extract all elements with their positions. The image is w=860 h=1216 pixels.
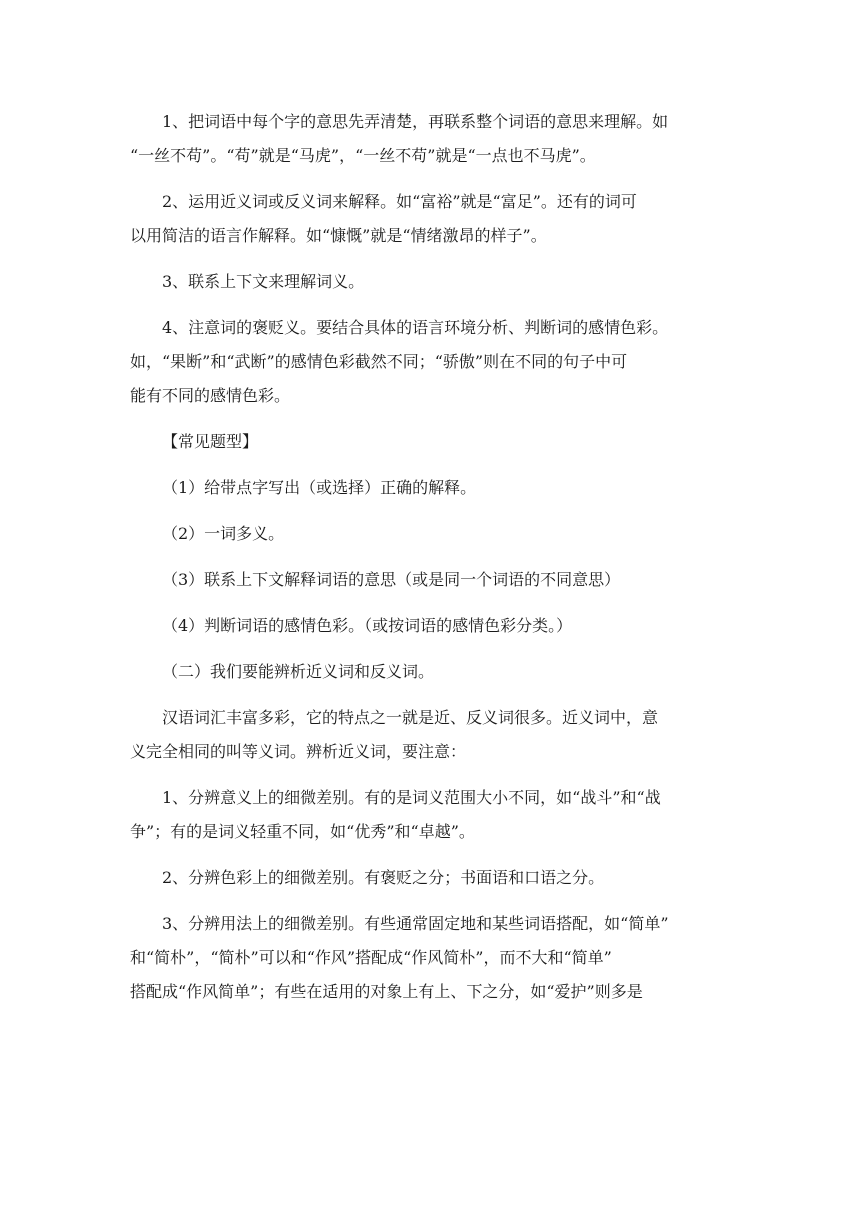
- line: （2）一词多义。: [162, 524, 285, 543]
- line: 2、运用近义词或反义词来解释。如“富裕”就是“富足”。还有的词可: [162, 192, 637, 211]
- line: “一丝不苟”。“苟”就是“马虎”，“一丝不苟”就是“一点也不马虎”。: [130, 146, 596, 165]
- line: （3）联系上下文解释词语的意思（或是同一个词语的不同意思）: [162, 570, 621, 589]
- line: 搭配成“作风简单”；有些在适用的对象上有上、下之分，如“爱护”则多是: [130, 982, 643, 1001]
- line: 3、联系上下文来理解词义。: [162, 272, 365, 291]
- paragraph-method-2: [130, 185, 730, 253]
- question-type-2: [130, 517, 730, 551]
- line: 能有不同的感情色彩。: [130, 386, 291, 405]
- line: （1）给带点字写出（或选择）正确的解释。: [162, 478, 477, 497]
- section-heading-synonyms: [130, 655, 730, 689]
- line: 【常见题型】: [162, 432, 259, 451]
- line: 2、分辨色彩上的细微差别。有褒贬之分；书面语和口语之分。: [162, 868, 605, 887]
- section-heading-common-questions: [130, 425, 730, 459]
- paragraph-method-4: [130, 311, 730, 413]
- paragraph-distinguish-1: [130, 781, 730, 849]
- line: 争”；有的是词义轻重不同，如“优秀”和“卓越”。: [130, 822, 475, 841]
- paragraph-distinguish-2: [130, 861, 730, 895]
- line: （二）我们要能辨析近义词和反义词。: [162, 662, 435, 681]
- paragraph-method-3: [130, 265, 730, 299]
- line: 汉语词汇丰富多彩，它的特点之一就是近、反义词很多。近义词中，意: [162, 708, 659, 727]
- line: 1、把词语中每个字的意思先弄清楚，再联系整个词语的意思来理解。如: [162, 112, 669, 131]
- question-type-4: [130, 609, 730, 643]
- line: 和“简朴”，“简朴”可以和“作风”搭配成“作风简朴”，而不大和“简单”: [130, 948, 612, 967]
- paragraph-synonyms-intro: [130, 701, 730, 769]
- line: 4、注意词的褒贬义。要结合具体的语言环境分析、判断词的感情色彩。: [162, 318, 669, 337]
- paragraph-method-1: [130, 105, 730, 173]
- document-body: [130, 105, 730, 1009]
- paragraph-distinguish-3: [130, 907, 730, 1009]
- question-type-3: [130, 563, 730, 597]
- line: 1、分辨意义上的细微差别。有的是词义范围大小不同，如“战斗”和“战: [162, 788, 661, 807]
- question-type-1: [130, 471, 730, 505]
- line: （4）判断词语的感情色彩。（或按词语的感情色彩分类。）: [162, 616, 573, 635]
- line: 3、分辨用法上的细微差别。有些通常固定地和某些词语搭配，如“简单”: [162, 914, 669, 933]
- line: 以用简洁的语言作解释。如“慷慨”就是“情绪激昂的样子”。: [130, 226, 547, 245]
- line: 义完全相同的叫等义词。辨析近义词，要注意：: [130, 742, 467, 761]
- line: 如，“果断”和“武断”的感情色彩截然不同；“骄傲”则在不同的句子中可: [130, 352, 628, 371]
